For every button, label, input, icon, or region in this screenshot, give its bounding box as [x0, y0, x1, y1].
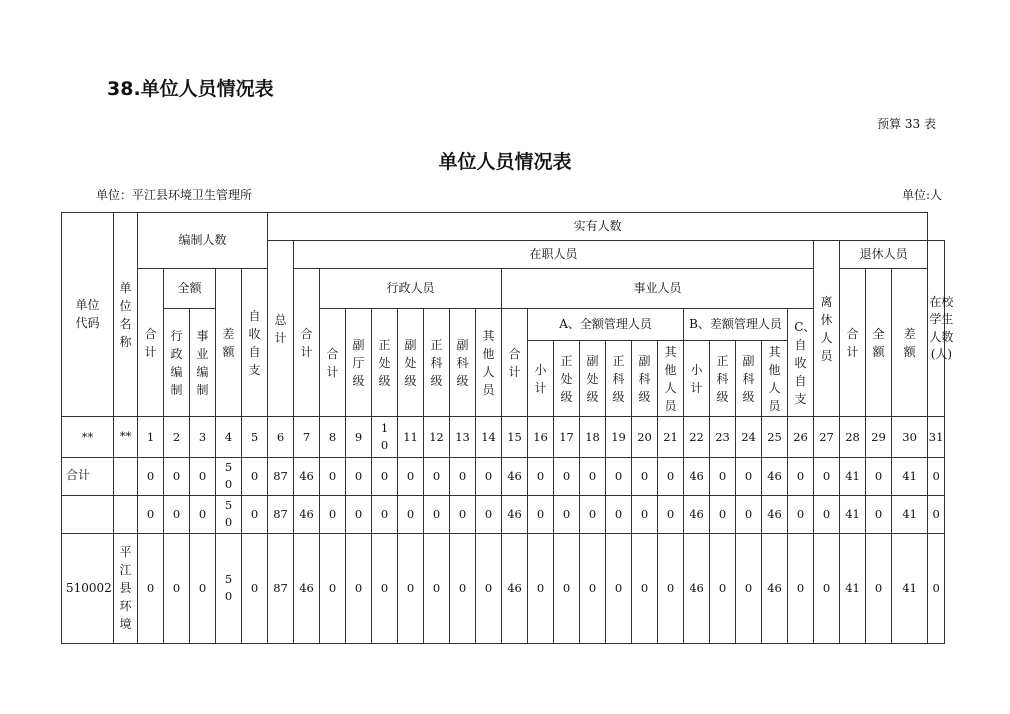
table-row — [62, 457, 945, 495]
index-cell: 10 — [372, 417, 398, 457]
value-cell: 50 — [216, 457, 242, 495]
form-number: 预算 33 表 — [877, 117, 936, 131]
value-cell: 0 — [554, 533, 580, 643]
index-cell: 26 — [788, 417, 814, 457]
index-cell: 29 — [866, 417, 892, 457]
index-cell: 12 — [424, 417, 450, 457]
value-cell: 0 — [372, 457, 398, 495]
value-cell: 0 — [658, 495, 684, 533]
unit-name-label: 单位：平江县环境卫生管理所 — [96, 188, 253, 202]
index-cell: 16 — [528, 417, 554, 457]
index-cell: 2 — [164, 417, 190, 457]
value-cell: 0 — [424, 457, 450, 495]
value-cell: 87 — [268, 457, 294, 495]
value-cell: 0 — [736, 533, 762, 643]
header-on-duty-heji: 合计 — [294, 269, 320, 417]
header-public-heji: 合计 — [502, 309, 528, 417]
index-cell: 21 — [658, 417, 684, 457]
value-cell: 41 — [892, 533, 928, 643]
value-cell: 0 — [606, 533, 632, 643]
value-cell: 0 — [424, 533, 450, 643]
header-unit-name: 单位名称 — [114, 213, 138, 417]
header-actual: 实有人数 — [268, 213, 928, 241]
value-cell: 0 — [476, 533, 502, 643]
value-cell: 0 — [928, 495, 945, 533]
index-cell: 23 — [710, 417, 736, 457]
value-cell: 0 — [476, 457, 502, 495]
unit-name-cell — [114, 495, 138, 533]
value-cell: 0 — [320, 495, 346, 533]
header-b-other: 其他人员 — [762, 341, 788, 417]
value-cell: 0 — [476, 495, 502, 533]
value-cell: 87 — [268, 495, 294, 533]
value-cell: 46 — [762, 533, 788, 643]
value-cell: 0 — [606, 495, 632, 533]
value-cell: 46 — [294, 457, 320, 495]
value-cell: 46 — [294, 533, 320, 643]
header-retired-heji: 合计 — [840, 269, 866, 417]
index-cell: 18 — [580, 417, 606, 457]
value-cell: 0 — [138, 533, 164, 643]
value-cell: 0 — [320, 457, 346, 495]
value-cell: 87 — [268, 533, 294, 643]
header-admin-fu-chu: 副处级 — [398, 309, 424, 417]
value-cell: 0 — [736, 457, 762, 495]
value-cell: 46 — [762, 495, 788, 533]
value-cell: 0 — [866, 495, 892, 533]
value-cell: 0 — [346, 495, 372, 533]
value-cell: 0 — [814, 457, 840, 495]
value-cell: 0 — [190, 495, 216, 533]
index-cell: 22 — [684, 417, 710, 457]
value-cell: 46 — [502, 533, 528, 643]
header-retired-chae: 差额 — [892, 269, 928, 417]
value-cell: 50 — [216, 533, 242, 643]
value-cell: 0 — [398, 533, 424, 643]
index-cell: 15 — [502, 417, 528, 457]
header-admin-bianzhi: 行政编制 — [164, 309, 190, 417]
index-cell: 3 — [190, 417, 216, 457]
header-a-other: 其他人员 — [658, 341, 684, 417]
index-cell: 27 — [814, 417, 840, 457]
header-admin-staff: 行政人员 — [320, 269, 502, 309]
value-cell: 0 — [580, 457, 606, 495]
value-cell: 0 — [242, 533, 268, 643]
header-b-zheng-ke: 正科级 — [710, 341, 736, 417]
index-cell: 7 — [294, 417, 320, 457]
index-cell: 11 — [398, 417, 424, 457]
value-cell: 0 — [138, 495, 164, 533]
header-difference: 差额 — [216, 269, 242, 417]
value-cell: 0 — [242, 495, 268, 533]
index-cell: 13 — [450, 417, 476, 457]
value-cell: 0 — [450, 495, 476, 533]
value-cell: 0 — [710, 533, 736, 643]
index-cell: 5 — [242, 417, 268, 457]
header-mgmt-a: A、全额管理人员 — [528, 309, 684, 341]
value-cell: 0 — [606, 457, 632, 495]
value-cell: 0 — [814, 533, 840, 643]
header-total: 总计 — [268, 241, 294, 417]
value-cell: 0 — [164, 533, 190, 643]
value-cell: 0 — [554, 457, 580, 495]
header-retired-quane: 全额 — [866, 269, 892, 417]
index-cell: 19 — [606, 417, 632, 457]
index-cell: 30 — [892, 417, 928, 457]
value-cell: 0 — [788, 495, 814, 533]
header-on-duty: 在职人员 — [294, 241, 814, 269]
header-admin-heji: 合计 — [320, 309, 346, 417]
value-cell: 41 — [892, 495, 928, 533]
table-row — [62, 495, 945, 533]
value-cell: 0 — [658, 457, 684, 495]
value-cell: 46 — [502, 495, 528, 533]
value-cell: 0 — [658, 533, 684, 643]
value-cell: 46 — [762, 457, 788, 495]
index-cell: 24 — [736, 417, 762, 457]
index-cell: 8 — [320, 417, 346, 457]
value-cell: 0 — [788, 457, 814, 495]
header-a-fu-chu: 副处级 — [580, 341, 606, 417]
value-cell: 0 — [736, 495, 762, 533]
header-admin-fu-ke: 副科级 — [450, 309, 476, 417]
value-cell: 41 — [840, 533, 866, 643]
value-cell: 0 — [528, 533, 554, 643]
value-cell: 0 — [242, 457, 268, 495]
value-cell: 0 — [164, 495, 190, 533]
header-admin-other: 其他人员 — [476, 309, 502, 417]
index-cell: 25 — [762, 417, 788, 457]
value-cell: 0 — [372, 495, 398, 533]
value-cell: 0 — [398, 457, 424, 495]
value-cell: 0 — [866, 457, 892, 495]
value-cell: 0 — [928, 457, 945, 495]
value-cell: 0 — [190, 457, 216, 495]
header-public-staff: 事业人员 — [502, 269, 814, 309]
header-mgmt-c: C、自收自支 — [788, 309, 814, 417]
unit-name-cell: 平江县环境 — [114, 533, 138, 643]
header-students: 在校学生人数(人) — [928, 241, 945, 417]
value-cell: 0 — [320, 533, 346, 643]
header-b-xiaoji: 小计 — [684, 341, 710, 417]
value-cell: 0 — [710, 495, 736, 533]
value-cell: 0 — [424, 495, 450, 533]
index-row — [62, 417, 945, 457]
header-a-zheng-chu: 正处级 — [554, 341, 580, 417]
index-cell: 20 — [632, 417, 658, 457]
value-cell: 0 — [190, 533, 216, 643]
value-cell: 0 — [398, 495, 424, 533]
value-cell: 0 — [346, 533, 372, 643]
value-cell: 0 — [372, 533, 398, 643]
header-admin-zheng-ke: 正科级 — [424, 309, 450, 417]
header-shiye-bianzhi: 事业编制 — [190, 309, 216, 417]
value-cell: 0 — [528, 495, 554, 533]
table-row — [62, 533, 945, 643]
value-cell: 0 — [866, 533, 892, 643]
unit-name-cell — [114, 457, 138, 495]
value-cell: 46 — [294, 495, 320, 533]
value-cell: 0 — [928, 533, 945, 643]
value-cell: 41 — [840, 495, 866, 533]
value-cell: 46 — [684, 533, 710, 643]
index-cell: ** — [62, 417, 114, 457]
unit-code-cell — [62, 495, 114, 533]
header-a-fu-ke: 副科级 — [632, 341, 658, 417]
index-cell: ** — [114, 417, 138, 457]
index-cell: 9 — [346, 417, 372, 457]
value-cell: 0 — [164, 457, 190, 495]
index-cell: 4 — [216, 417, 242, 457]
value-cell: 0 — [632, 533, 658, 643]
index-cell: 14 — [476, 417, 502, 457]
header-admin-fu-ting: 副厅级 — [346, 309, 372, 417]
value-cell: 46 — [502, 457, 528, 495]
header-mgmt-b: B、差额管理人员 — [684, 309, 788, 341]
header-full-amount: 全额 — [164, 269, 216, 309]
index-cell: 17 — [554, 417, 580, 457]
header-staffing-heji: 合计 — [138, 269, 164, 417]
header-self-funded: 自收自支 — [242, 269, 268, 417]
index-cell: 1 — [138, 417, 164, 457]
header-unit-code: 单位代码 — [62, 213, 114, 417]
value-cell: 41 — [840, 457, 866, 495]
header-staffing: 编制人数 — [138, 213, 268, 269]
value-cell: 0 — [788, 533, 814, 643]
personnel-table — [61, 212, 954, 644]
value-cell: 0 — [528, 457, 554, 495]
value-cell: 0 — [138, 457, 164, 495]
index-cell: 28 — [840, 417, 866, 457]
value-cell: 0 — [450, 457, 476, 495]
measure-unit-label: 单位:人 — [901, 188, 942, 202]
header-b-fu-ke: 副科级 — [736, 341, 762, 417]
value-cell: 46 — [684, 495, 710, 533]
value-cell: 46 — [684, 457, 710, 495]
header-retired: 退休人员 — [840, 241, 928, 269]
value-cell: 0 — [580, 533, 606, 643]
value-cell: 50 — [216, 495, 242, 533]
value-cell: 0 — [710, 457, 736, 495]
header-a-xiaoji: 小计 — [528, 341, 554, 417]
value-cell: 0 — [580, 495, 606, 533]
header-lixiu: 离休人员 — [814, 241, 840, 417]
value-cell: 0 — [814, 495, 840, 533]
value-cell: 0 — [632, 495, 658, 533]
value-cell: 0 — [554, 495, 580, 533]
unit-code-cell: 合计 — [62, 457, 114, 495]
index-cell: 31 — [928, 417, 945, 457]
value-cell: 0 — [632, 457, 658, 495]
value-cell: 41 — [892, 457, 928, 495]
header-a-zheng-ke: 正科级 — [606, 341, 632, 417]
header-admin-zheng-chu: 正处级 — [372, 309, 398, 417]
value-cell: 0 — [346, 457, 372, 495]
unit-code-cell: 510002 — [62, 533, 114, 643]
table-title: 单位人员情况表 — [438, 151, 572, 173]
value-cell: 0 — [450, 533, 476, 643]
index-cell: 6 — [268, 417, 294, 457]
document-title: 38.单位人员情况表 — [107, 78, 274, 100]
